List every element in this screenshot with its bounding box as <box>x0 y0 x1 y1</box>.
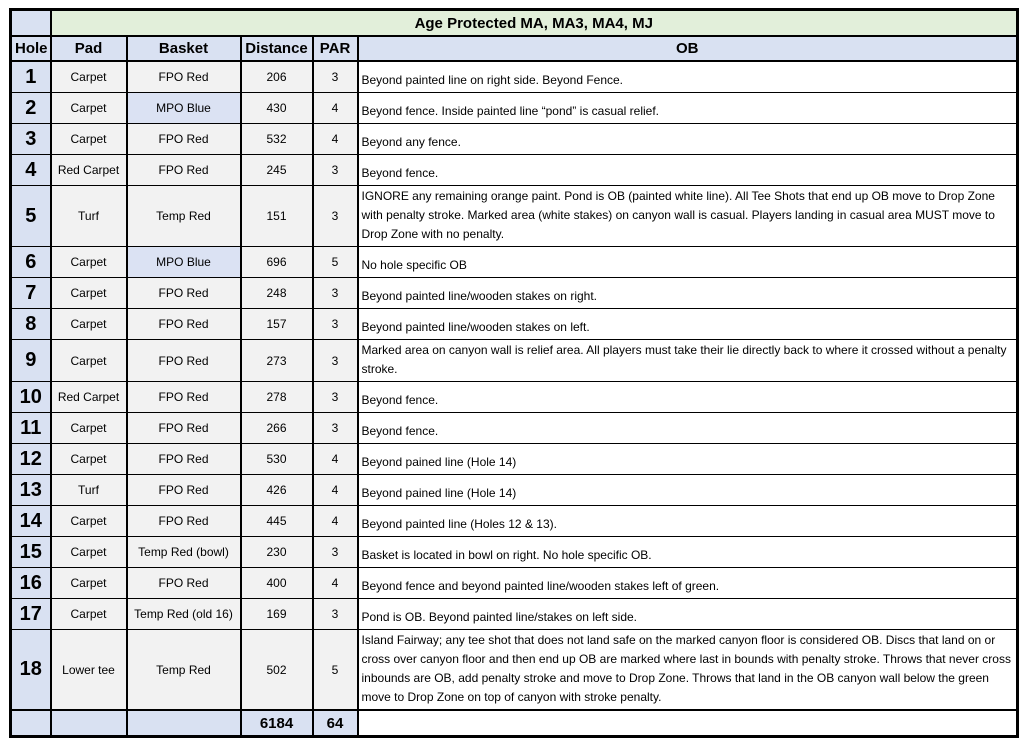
table-row <box>11 309 1018 340</box>
ob-cell: Beyond fence. <box>358 413 1018 444</box>
pad-cell: Lower tee <box>51 630 127 711</box>
distance-cell: 245 <box>241 155 313 186</box>
table-row <box>11 382 1018 413</box>
basket-cell: MPO Blue <box>127 93 241 124</box>
column-header-basket: Basket <box>127 36 241 61</box>
hole-cell: 9 <box>11 340 51 382</box>
ob-cell: Beyond painted line/wooden stakes on left. <box>358 309 1018 340</box>
hole-cell: 3 <box>11 124 51 155</box>
hole-cell: 15 <box>11 537 51 568</box>
basket-cell: FPO Red <box>127 475 241 506</box>
table-row <box>11 475 1018 506</box>
distance-cell: 400 <box>241 568 313 599</box>
ob-cell: Beyond fence and beyond painted line/wooden stakes left of green. <box>358 568 1018 599</box>
basket-cell: Temp Red <box>127 630 241 711</box>
hole-cell: 2 <box>11 93 51 124</box>
basket-cell: Temp Red (old 16) <box>127 599 241 630</box>
basket-cell: FPO Red <box>127 155 241 186</box>
pad-cell: Carpet <box>51 278 127 309</box>
basket-cell: FPO Red <box>127 382 241 413</box>
table-body <box>11 10 1018 737</box>
distance-cell: 169 <box>241 599 313 630</box>
pad-cell: Red Carpet <box>51 382 127 413</box>
ob-cell: Beyond painted line on right side. Beyond Fence. <box>358 61 1018 93</box>
ob-cell: Island Fairway; any tee shot that does not land safe on the marked canyon floor is considered OB. Discs that land on or cross over canyon floor and then end up OB are marked where last in bounds with penalty stroke. Throws that never cross inbounds are OB, add penalty stroke and move to Drop Zone. Throws that land in the OB canyon wall below the green move to Drop Zone on top of canyon with stroke penalty. <box>358 630 1018 711</box>
table-row <box>11 413 1018 444</box>
hole-cell: 6 <box>11 247 51 278</box>
column-header-hole: Hole <box>11 36 51 61</box>
basket-cell: Temp Red <box>127 186 241 247</box>
basket-cell: FPO Red <box>127 309 241 340</box>
ob-cell: Beyond pained line (Hole 14) <box>358 475 1018 506</box>
pad-cell: Carpet <box>51 537 127 568</box>
ob-cell: Basket is located in bowl on right. No hole specific OB. <box>358 537 1018 568</box>
par-cell: 5 <box>313 247 358 278</box>
distance-cell: 266 <box>241 413 313 444</box>
table-row <box>11 278 1018 309</box>
distance-cell: 502 <box>241 630 313 711</box>
totals-hole-cell <box>11 710 51 737</box>
ob-cell: Beyond painted line (Holes 12 & 13). <box>358 506 1018 537</box>
basket-cell: FPO Red <box>127 340 241 382</box>
par-cell: 3 <box>313 340 358 382</box>
basket-cell: FPO Red <box>127 568 241 599</box>
pad-cell: Carpet <box>51 61 127 93</box>
totals-basket-cell <box>127 710 241 737</box>
hole-cell: 18 <box>11 630 51 711</box>
par-cell: 3 <box>313 278 358 309</box>
pad-cell: Carpet <box>51 247 127 278</box>
column-header-ob: OB <box>358 36 1018 61</box>
basket-cell: FPO Red <box>127 278 241 309</box>
table-row <box>11 247 1018 278</box>
ob-cell: Pond is OB. Beyond painted line/stakes on left side. <box>358 599 1018 630</box>
basket-cell: FPO Red <box>127 124 241 155</box>
total-par: 64 <box>313 710 358 737</box>
basket-cell: FPO Red <box>127 413 241 444</box>
par-cell: 4 <box>313 506 358 537</box>
ob-cell: Beyond fence. <box>358 382 1018 413</box>
basket-cell: FPO Red <box>127 61 241 93</box>
par-cell: 5 <box>313 630 358 711</box>
title-row <box>11 10 1018 37</box>
distance-cell: 696 <box>241 247 313 278</box>
basket-cell: MPO Blue <box>127 247 241 278</box>
par-cell: 3 <box>313 382 358 413</box>
table-row <box>11 93 1018 124</box>
pad-cell: Turf <box>51 186 127 247</box>
pad-cell: Carpet <box>51 93 127 124</box>
pad-cell: Red Carpet <box>51 155 127 186</box>
pad-cell: Carpet <box>51 413 127 444</box>
par-cell: 3 <box>313 61 358 93</box>
table-row <box>11 186 1018 247</box>
ob-cell: Beyond any fence. <box>358 124 1018 155</box>
distance-cell: 445 <box>241 506 313 537</box>
ob-cell: Beyond pained line (Hole 14) <box>358 444 1018 475</box>
par-cell: 4 <box>313 475 358 506</box>
table-row <box>11 124 1018 155</box>
distance-cell: 206 <box>241 61 313 93</box>
column-header-pad: Pad <box>51 36 127 61</box>
totals-row <box>11 710 1018 737</box>
distance-cell: 426 <box>241 475 313 506</box>
par-cell: 4 <box>313 124 358 155</box>
hole-cell: 4 <box>11 155 51 186</box>
hole-cell: 1 <box>11 61 51 93</box>
pad-cell: Carpet <box>51 340 127 382</box>
pad-cell: Carpet <box>51 599 127 630</box>
column-header-par: PAR <box>313 36 358 61</box>
ob-cell: No hole specific OB <box>358 247 1018 278</box>
distance-cell: 230 <box>241 537 313 568</box>
table-row <box>11 537 1018 568</box>
table-row <box>11 568 1018 599</box>
par-cell: 4 <box>313 568 358 599</box>
distance-cell: 157 <box>241 309 313 340</box>
basket-cell: FPO Red <box>127 444 241 475</box>
corner-cell <box>11 10 51 37</box>
par-cell: 3 <box>313 309 358 340</box>
course-table <box>9 8 1019 738</box>
distance-cell: 530 <box>241 444 313 475</box>
hole-cell: 10 <box>11 382 51 413</box>
distance-cell: 248 <box>241 278 313 309</box>
header-row <box>11 36 1018 61</box>
distance-cell: 430 <box>241 93 313 124</box>
table-row <box>11 340 1018 382</box>
hole-cell: 16 <box>11 568 51 599</box>
pad-cell: Turf <box>51 475 127 506</box>
totals-ob-cell <box>358 710 1018 737</box>
hole-cell: 8 <box>11 309 51 340</box>
table-title: Age Protected MA, MA3, MA4, MJ <box>51 10 1018 37</box>
par-cell: 3 <box>313 413 358 444</box>
par-cell: 3 <box>313 537 358 568</box>
par-cell: 4 <box>313 93 358 124</box>
hole-cell: 12 <box>11 444 51 475</box>
basket-cell: FPO Red <box>127 506 241 537</box>
hole-cell: 14 <box>11 506 51 537</box>
ob-cell: IGNORE any remaining orange paint. Pond is OB (painted white line). All Tee Shots that end up OB move to Drop Zone with penalty stroke. Marked area (white stakes) on canyon wall is casual. Players landing in casual area MUST move to Drop Zone with no penalty. <box>358 186 1018 247</box>
totals-pad-cell <box>51 710 127 737</box>
par-cell: 3 <box>313 155 358 186</box>
hole-cell: 17 <box>11 599 51 630</box>
distance-cell: 151 <box>241 186 313 247</box>
par-cell: 4 <box>313 444 358 475</box>
basket-cell: Temp Red (bowl) <box>127 537 241 568</box>
ob-cell: Marked area on canyon wall is relief area. All players must take their lie directly back to where it crossed without a penalty stroke. <box>358 340 1018 382</box>
pad-cell: Carpet <box>51 568 127 599</box>
table-row <box>11 61 1018 93</box>
distance-cell: 278 <box>241 382 313 413</box>
total-distance: 6184 <box>241 710 313 737</box>
distance-cell: 532 <box>241 124 313 155</box>
ob-cell: Beyond fence. <box>358 155 1018 186</box>
hole-cell: 5 <box>11 186 51 247</box>
hole-cell: 13 <box>11 475 51 506</box>
pad-cell: Carpet <box>51 124 127 155</box>
column-header-distance: Distance <box>241 36 313 61</box>
par-cell: 3 <box>313 599 358 630</box>
ob-cell: Beyond painted line/wooden stakes on right. <box>358 278 1018 309</box>
pad-cell: Carpet <box>51 506 127 537</box>
table-row <box>11 506 1018 537</box>
par-cell: 3 <box>313 186 358 247</box>
hole-cell: 11 <box>11 413 51 444</box>
ob-cell: Beyond fence. Inside painted line “pond” is casual relief. <box>358 93 1018 124</box>
pad-cell: Carpet <box>51 444 127 475</box>
table-row <box>11 155 1018 186</box>
table-row <box>11 444 1018 475</box>
pad-cell: Carpet <box>51 309 127 340</box>
table-row <box>11 599 1018 630</box>
hole-cell: 7 <box>11 278 51 309</box>
distance-cell: 273 <box>241 340 313 382</box>
